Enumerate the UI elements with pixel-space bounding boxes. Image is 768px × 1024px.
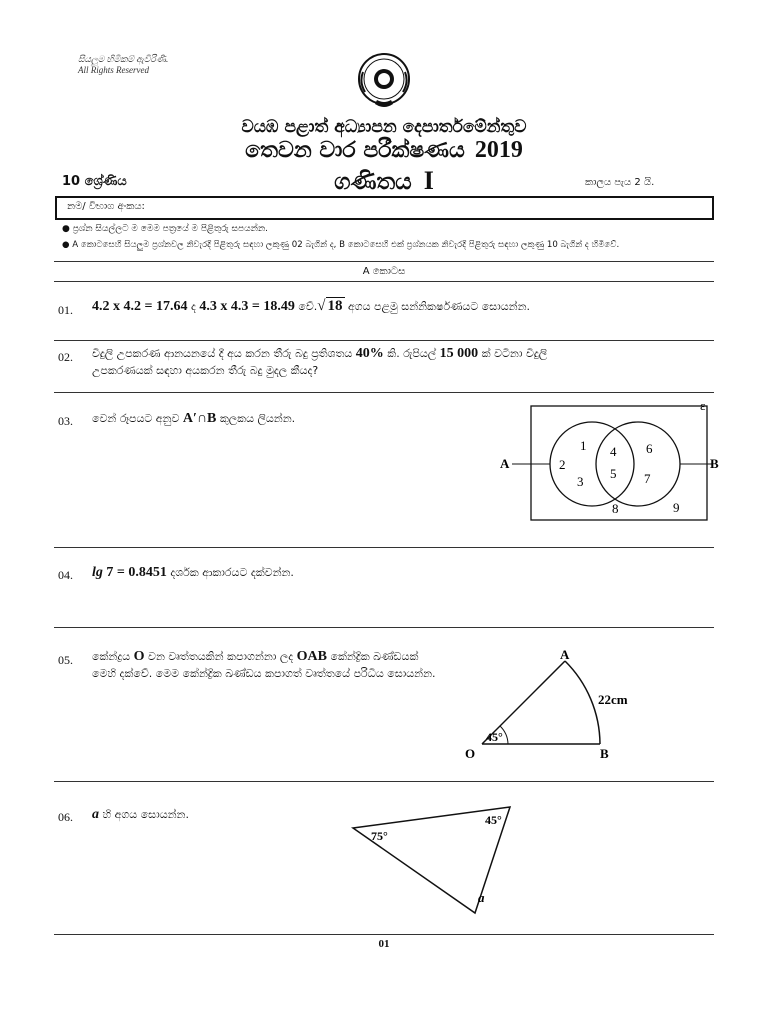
q1-tail: වේ. <box>294 300 318 313</box>
subject-name: ගණිතය <box>334 169 412 195</box>
q5-line2: මෙහි දක්වේ. මෙම කේන්ද්‍රික ඛණ්ඩය කපාගත් වෘත්තයේ පරිධිය සොයන්න. <box>92 667 436 680</box>
venn-element: 4 <box>610 444 617 459</box>
divider <box>54 547 714 548</box>
divider <box>54 261 714 262</box>
side-a-label: a <box>478 890 485 905</box>
q4-post: දර්ශක ආකාරයට දක්වන්න. <box>166 566 294 579</box>
q5-l1b: වන වෘත්තයකින් කපාගන්නා ලද <box>144 650 297 663</box>
q2-line2: උපකරණයක් සඳහා අයකරන තීරු බදු මුදල කීයද? <box>92 364 319 377</box>
set-b-circle <box>596 422 680 506</box>
question-1-text <box>92 298 530 315</box>
question-6-text <box>92 806 189 823</box>
paper-number: I <box>423 166 434 195</box>
rights-notice <box>78 54 168 76</box>
q5-centre: O <box>133 649 145 664</box>
q3-post: කුලකය ලියන්න. <box>216 412 296 425</box>
question-number: 04. <box>58 568 73 582</box>
exam-title <box>0 137 768 164</box>
question-4-text <box>92 564 294 581</box>
divider <box>54 281 714 282</box>
q1-radicand: 18 <box>327 298 343 314</box>
time-allowed: කාලය පැය 2 යි. <box>585 177 655 188</box>
point-a: A <box>560 647 570 662</box>
q2-percent: 40% <box>355 346 384 361</box>
question-number: 03. <box>58 414 73 428</box>
point-b: B <box>600 746 609 761</box>
rights-english: All Rights Reserved <box>78 65 149 75</box>
question-number: 05. <box>58 653 73 667</box>
q3-pre: වෙන් රූපයට අනුව <box>92 412 183 425</box>
department-name: වයඹ පළාත් අධ්‍යාපන දෙපාර්තමේන්තුව <box>241 117 527 137</box>
q6-post: හි අගය සොයන්න. <box>99 808 189 821</box>
angle-75: 75° <box>371 829 388 843</box>
q1-math-2: 4.3 x 4.3 = 18.49 <box>199 299 295 314</box>
q4-expression: 7 = 0.8451 <box>102 565 167 580</box>
q1-connector: ද <box>187 300 200 313</box>
exam-year: 2019 <box>474 137 523 163</box>
arc-ab <box>565 661 600 744</box>
q6-variable: a <box>92 807 99 822</box>
instruction-1: ● ප්‍රශ්න සියල්ලට ම මෙම පත්‍රයේ ම පිළිතුරු සපයන්න. <box>62 224 269 234</box>
footer-divider <box>54 934 714 935</box>
question-2-text <box>92 345 717 379</box>
question-number: 02. <box>58 350 73 364</box>
q4-lg: lg <box>92 565 103 580</box>
venn-element: 8 <box>612 501 619 516</box>
grade-label: 10 ශ්‍රේණිය <box>62 174 127 189</box>
venn-diagram <box>495 398 720 528</box>
divider <box>54 627 714 628</box>
divider <box>54 781 714 782</box>
venn-element: 9 <box>673 500 680 515</box>
instruction-2: ● A කොටසෙහි සියලුම ප්‍රශ්නවල නිවැරදි පිළිතුරු සඳහා ලකුණු 02 බැගින් ද, B කොටසෙහි එක් ප්‍රශ්නයක නිවැරදි පිළිතුරු සඳහා ලකුණු 10 බැගින් ද හිමිවේ. <box>62 240 620 250</box>
q2-line1b: කි. රුපියල් <box>383 347 440 360</box>
q2-line1c: ක් වටිනා විදුලි <box>478 347 548 360</box>
venn-element: 6 <box>646 441 653 456</box>
name-index-box[interactable] <box>55 196 714 220</box>
sector-diagram <box>460 640 640 770</box>
page-number: 01 <box>378 938 390 950</box>
venn-element: 5 <box>610 466 617 481</box>
angle-45: 45° <box>485 813 502 827</box>
part-a-heading: A කොටස <box>362 266 406 277</box>
venn-element: 1 <box>580 438 587 453</box>
name-index-label: නම/ විභාග අංකය: <box>67 201 145 212</box>
q2-line1a: විදුලි උපකරණ ආනයනයේ දී අය කරන තීරු බදු ප්‍රතිශතය <box>92 347 356 360</box>
question-number: 01. <box>58 303 73 317</box>
question-number: 06. <box>58 810 73 824</box>
universal-symbol: ε <box>700 398 706 413</box>
q2-amount: 15 000 <box>439 346 479 361</box>
angle-label: 45° <box>486 730 503 744</box>
point-o: O <box>465 746 476 761</box>
set-a-label: A <box>500 456 510 471</box>
q1-math-1: 4.2 x 4.2 = 17.64 <box>92 299 188 314</box>
set-b-label: B <box>710 456 719 471</box>
rights-sinhala: සියලුම හිමිකම් ඇවිරිණි. <box>78 54 169 64</box>
venn-element: 7 <box>644 471 651 486</box>
divider <box>54 340 714 341</box>
q5-sector: OAB <box>296 649 328 664</box>
divider <box>54 392 714 393</box>
question-3-text <box>92 410 295 427</box>
emblem-logo <box>355 52 413 112</box>
triangle-diagram <box>345 800 525 920</box>
q1-rest: අගය පළමු සන්නිකර්ෂණයට සොයන්න. <box>344 300 531 313</box>
venn-element: 3 <box>577 474 584 489</box>
q5-l1c: කේන්ද්‍රික ඛණ්ඩයක් <box>327 650 419 663</box>
q3-expression: A′∩B <box>182 411 217 426</box>
q5-l1a: කේන්ද්‍රය <box>92 650 134 663</box>
radius-label: 22cm <box>598 692 628 707</box>
exam-title-text: තෙවන වාර පරීක්ෂණය <box>245 138 465 163</box>
venn-element: 2 <box>559 457 566 472</box>
q1-sqrt: √ 18 <box>317 298 343 314</box>
